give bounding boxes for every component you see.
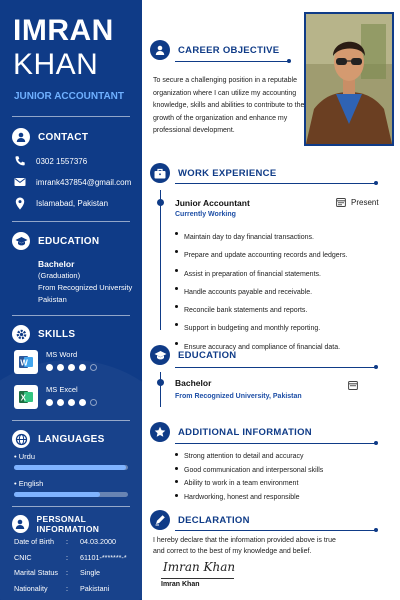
phone-number[interactable]: 0302 1557376 xyxy=(36,156,88,166)
list-item: Good communication and interpersonal skills xyxy=(175,464,323,478)
location-pin-icon xyxy=(14,197,26,210)
heading-rule xyxy=(175,530,376,531)
language-name: English xyxy=(18,479,44,488)
work-experience-heading: WORK EXPERIENCE xyxy=(150,163,276,183)
skill-level xyxy=(46,399,97,406)
table-row: CNIC : 61101-*******-* xyxy=(14,552,127,562)
skill-ms-word xyxy=(14,350,97,374)
contact-email xyxy=(14,177,131,187)
language-urdu: • Urdu xyxy=(14,452,35,461)
signer-name: Imran Khan xyxy=(161,581,200,588)
language-name: Urdu xyxy=(18,452,35,461)
phone-icon xyxy=(14,155,26,167)
personal-info-table xyxy=(12,533,129,597)
excel-icon xyxy=(14,385,38,409)
timeline-line xyxy=(160,190,161,330)
skill-name: MS Excel xyxy=(46,385,78,394)
heading-rule xyxy=(175,61,289,62)
sidebar-degree: Bachelor xyxy=(38,259,75,269)
heading-rule xyxy=(175,183,376,184)
divider xyxy=(12,506,130,507)
languages-heading: LANGUAGES xyxy=(12,430,105,448)
user-icon xyxy=(12,128,30,146)
skill-ms-excel xyxy=(14,385,97,409)
skills-heading: SKILLS xyxy=(12,325,75,343)
sidebar-institution: From Recognized University xyxy=(38,283,133,292)
person-icon xyxy=(150,40,170,60)
divider xyxy=(12,221,130,222)
contact-phone xyxy=(14,155,87,167)
sidebar-degree-note: (Graduation) xyxy=(38,271,81,280)
job-period: Present xyxy=(336,197,379,207)
star-icon xyxy=(150,422,170,442)
skill-dot xyxy=(46,364,53,371)
skill-dot xyxy=(79,364,86,371)
calendar-icon xyxy=(348,377,358,395)
job-role: Junior Accountant xyxy=(175,198,250,208)
language-urdu-fill xyxy=(14,465,126,470)
skill-dot xyxy=(46,399,53,406)
skill-dot xyxy=(79,399,86,406)
education-institution: From Recognized University, Pakistan xyxy=(175,393,302,400)
divider xyxy=(12,315,130,316)
list-item: Ability to work in a team environment xyxy=(175,477,323,491)
list-item: Reconcile bank statements and reports. xyxy=(175,302,347,320)
language-english-fill xyxy=(14,492,100,497)
skill-dot xyxy=(90,399,97,406)
divider xyxy=(12,420,130,421)
heading-rule xyxy=(175,443,376,444)
skill-dot xyxy=(57,364,64,371)
location-text: Islamabad, Pakistan xyxy=(36,199,109,208)
skill-dot xyxy=(68,399,75,406)
sidebar xyxy=(0,0,142,600)
divider xyxy=(12,116,130,117)
education-heading: EDUCATION xyxy=(150,345,236,365)
svg-text:W: W xyxy=(20,358,28,368)
job-title: JUNIOR ACCOUNTANT xyxy=(14,91,124,102)
calendar-icon xyxy=(336,197,346,207)
graduation-cap-icon xyxy=(150,345,170,365)
first-name: IMRAN xyxy=(13,14,114,47)
skill-level xyxy=(46,364,97,371)
skill-dot xyxy=(68,364,75,371)
additional-info-heading: ADDITIONAL INFORMATION xyxy=(150,422,312,442)
list-item: Handle accounts payable and receivable. xyxy=(175,284,347,302)
user-icon xyxy=(12,515,29,533)
contact-heading: CONTACT xyxy=(12,128,88,146)
briefcase-icon xyxy=(150,163,170,183)
heading-rule xyxy=(175,367,376,368)
list-item: Hardworking, honest and responsible xyxy=(175,491,323,505)
skill-dot xyxy=(57,399,64,406)
language-english: • English xyxy=(14,479,44,488)
job-status: Currently Working xyxy=(175,211,236,218)
sidebar-education-heading: EDUCATION xyxy=(12,232,99,250)
svg-text:X: X xyxy=(20,393,26,403)
timeline-dot xyxy=(157,199,164,206)
sidebar-institution-country: Pakistan xyxy=(38,295,67,304)
declaration-heading: DECLARATION xyxy=(150,510,250,530)
table-row: Marital Status : Single xyxy=(14,568,100,577)
last-name: KHAN xyxy=(13,48,99,81)
skill-dot xyxy=(90,364,97,371)
mail-icon xyxy=(14,177,26,187)
list-item: Prepare and update accounting records and ledgers. xyxy=(175,247,347,265)
career-objective-heading: CAREER OBJECTIVE xyxy=(150,40,279,60)
signature-line xyxy=(161,578,234,579)
globe-icon xyxy=(12,430,30,448)
declaration-text: I hereby declare that the information provided above is true and correct to the best of my knowledge and belief. xyxy=(153,537,336,555)
work-duties-list xyxy=(175,229,347,357)
language-english-bar xyxy=(14,492,128,497)
email-address[interactable]: imrank437854@gmail.com xyxy=(36,177,132,187)
gear-icon xyxy=(12,325,30,343)
table-row: Date of Birth : 04.03.2000 xyxy=(14,537,116,546)
additional-info-list xyxy=(175,450,323,504)
timeline-line xyxy=(160,372,161,407)
list-item: Assist in preparation of financial statements. xyxy=(175,266,347,284)
skill-name: MS Word xyxy=(46,350,78,359)
contact-location xyxy=(14,197,108,210)
list-item: Ensure accuracy and compliance of financial data. xyxy=(175,339,347,357)
pen-icon xyxy=(150,510,170,530)
graduation-cap-icon xyxy=(12,232,30,250)
career-objective-text: To secure a challenging position in a reputable organization where I can utilize my accounting knowledge, skills and abilities to contribute to the growth of the organization and enhance my professional development. xyxy=(153,77,305,134)
personal-info-heading: PERSONAL INFORMATION xyxy=(12,514,142,534)
table-row: Nationality : Pakistani xyxy=(14,583,110,593)
word-icon xyxy=(14,350,38,374)
language-urdu-bar xyxy=(14,465,128,470)
list-item: Strong attention to detail and accuracy xyxy=(175,450,323,464)
timeline-dot xyxy=(157,379,164,386)
signature: Imran Khan xyxy=(163,560,236,574)
education-degree: Bachelor xyxy=(175,378,212,388)
list-item: Support in budgeting and monthly reporting. xyxy=(175,320,347,338)
sidebar-education-details xyxy=(38,258,132,306)
profile-photo xyxy=(304,12,394,146)
list-item: Maintain day to day financial transactions. xyxy=(175,229,347,247)
